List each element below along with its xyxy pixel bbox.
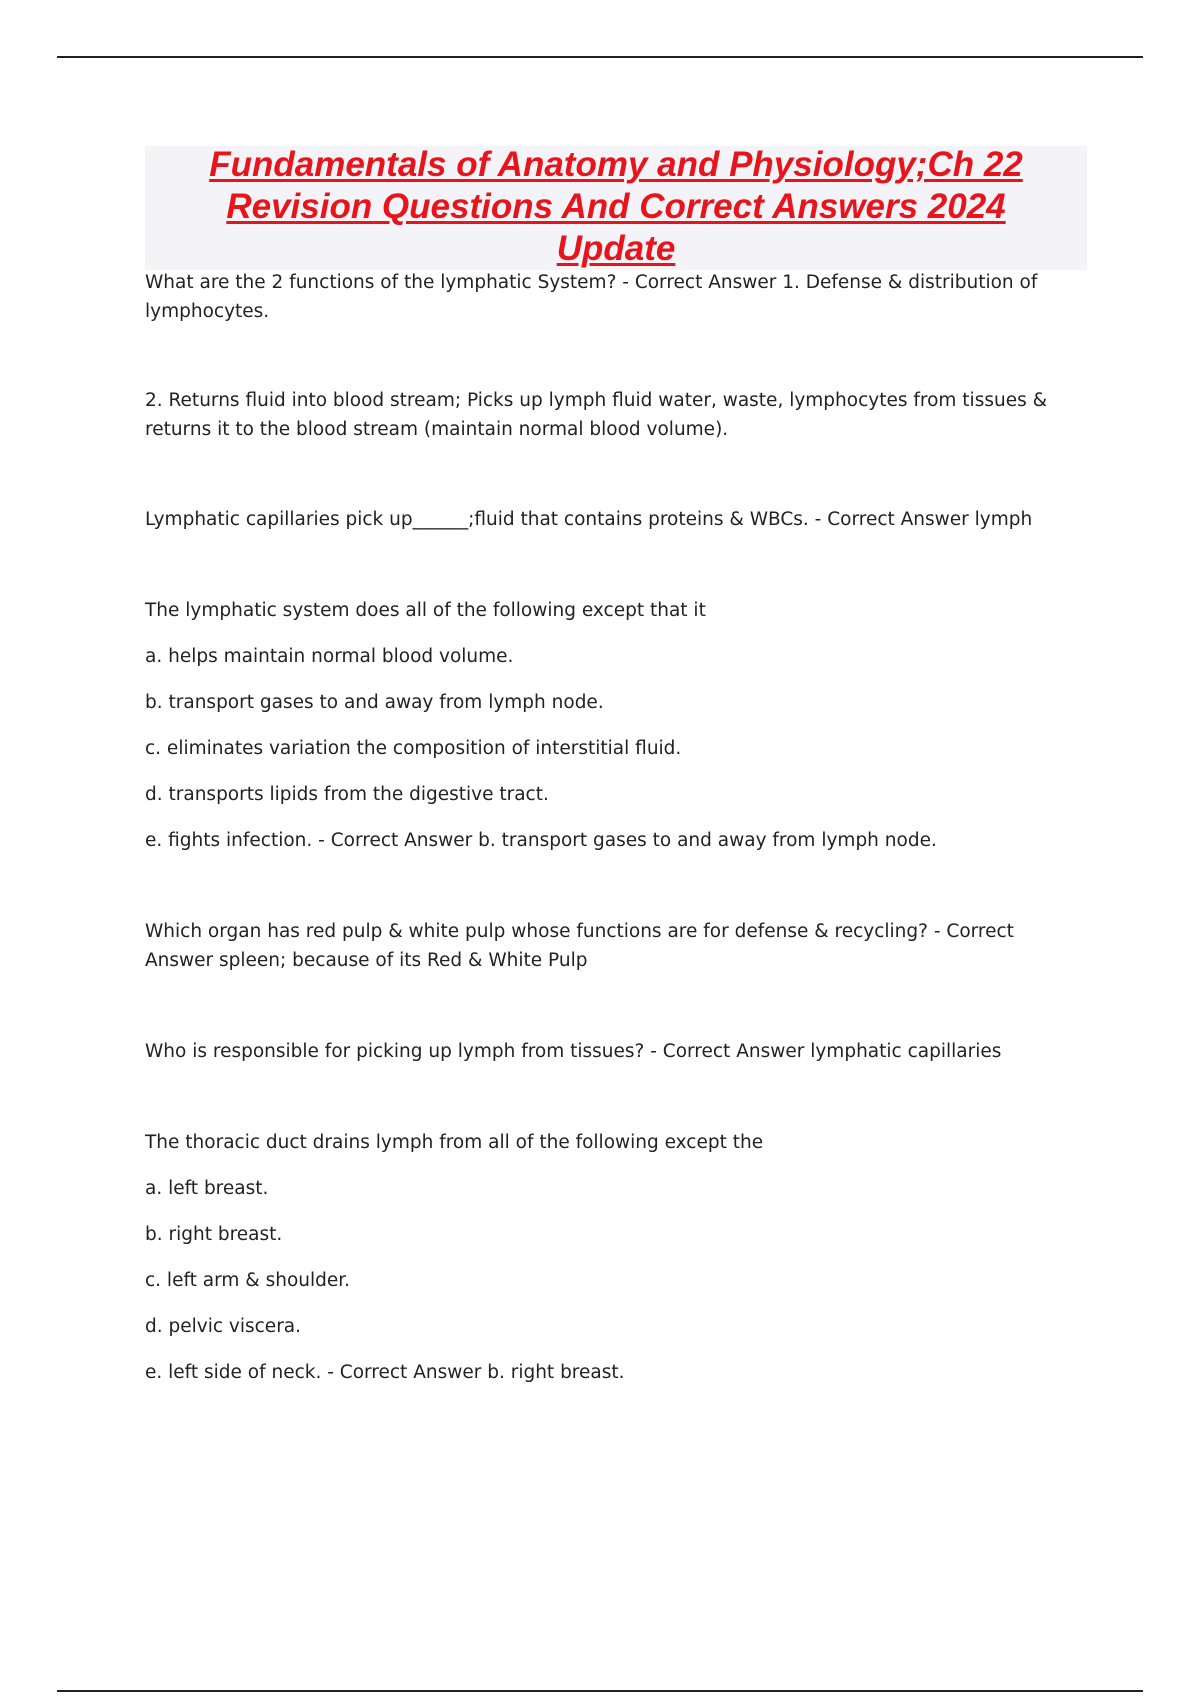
answer-option: a. helps maintain normal blood volume. — [145, 646, 514, 667]
question-text: Lymphatic capillaries pick up______;fluid that contains proteins & WBCs. - Correct Answer lymph — [145, 509, 1033, 530]
page-top-rule — [57, 56, 1143, 58]
title-line: Update — [556, 229, 676, 268]
answer-option: e. fights infection. - Correct Answer b. transport gases to and away from lymph node. — [145, 830, 937, 851]
question-text: Who is responsible for picking up lymph from tissues? - Correct Answer lymphatic capillaries — [145, 1041, 1002, 1062]
answer-option: c. eliminates variation the composition of interstitial fluid. — [145, 738, 682, 759]
question-text: The thoracic duct drains lymph from all of the following except the — [145, 1132, 764, 1153]
title-line: Revision Questions And Correct Answers 2024 — [226, 187, 1006, 226]
document-body — [145, 268, 1075, 1387]
question-text: The lymphatic system does all of the following except that it — [145, 600, 706, 621]
page-bottom-rule — [57, 1690, 1143, 1692]
answer-option: d. pelvic viscera. — [145, 1316, 302, 1337]
answer-option: c. left arm & shoulder. — [145, 1270, 351, 1291]
document-title — [145, 144, 1087, 270]
answer-option: a. left breast. — [145, 1178, 269, 1199]
answer-option: b. right breast. — [145, 1224, 283, 1245]
answer-option: d. transports lipids from the digestive tract. — [145, 784, 549, 805]
answer-option: e. left side of neck. - Correct Answer b. right breast. — [145, 1362, 625, 1383]
answer-continuation: 2. Returns fluid into blood stream; Picks up lymph fluid water, waste, lymphocytes from tissues & returns it to the blood stream (maintain normal blood volume). — [145, 390, 1048, 440]
question-text: What are the 2 functions of the lymphatic System? - Correct Answer 1. Defense & distribution of lymphocytes. — [145, 272, 1038, 322]
title-line: Fundamentals of Anatomy and Physiology;Ch 22 — [209, 145, 1023, 184]
answer-option: b. transport gases to and away from lymph node. — [145, 692, 604, 713]
question-text: Which organ has red pulp & white pulp whose functions are for defense & recycling? - Correct Answer spleen; because of its Red & White Pulp — [145, 921, 1014, 971]
